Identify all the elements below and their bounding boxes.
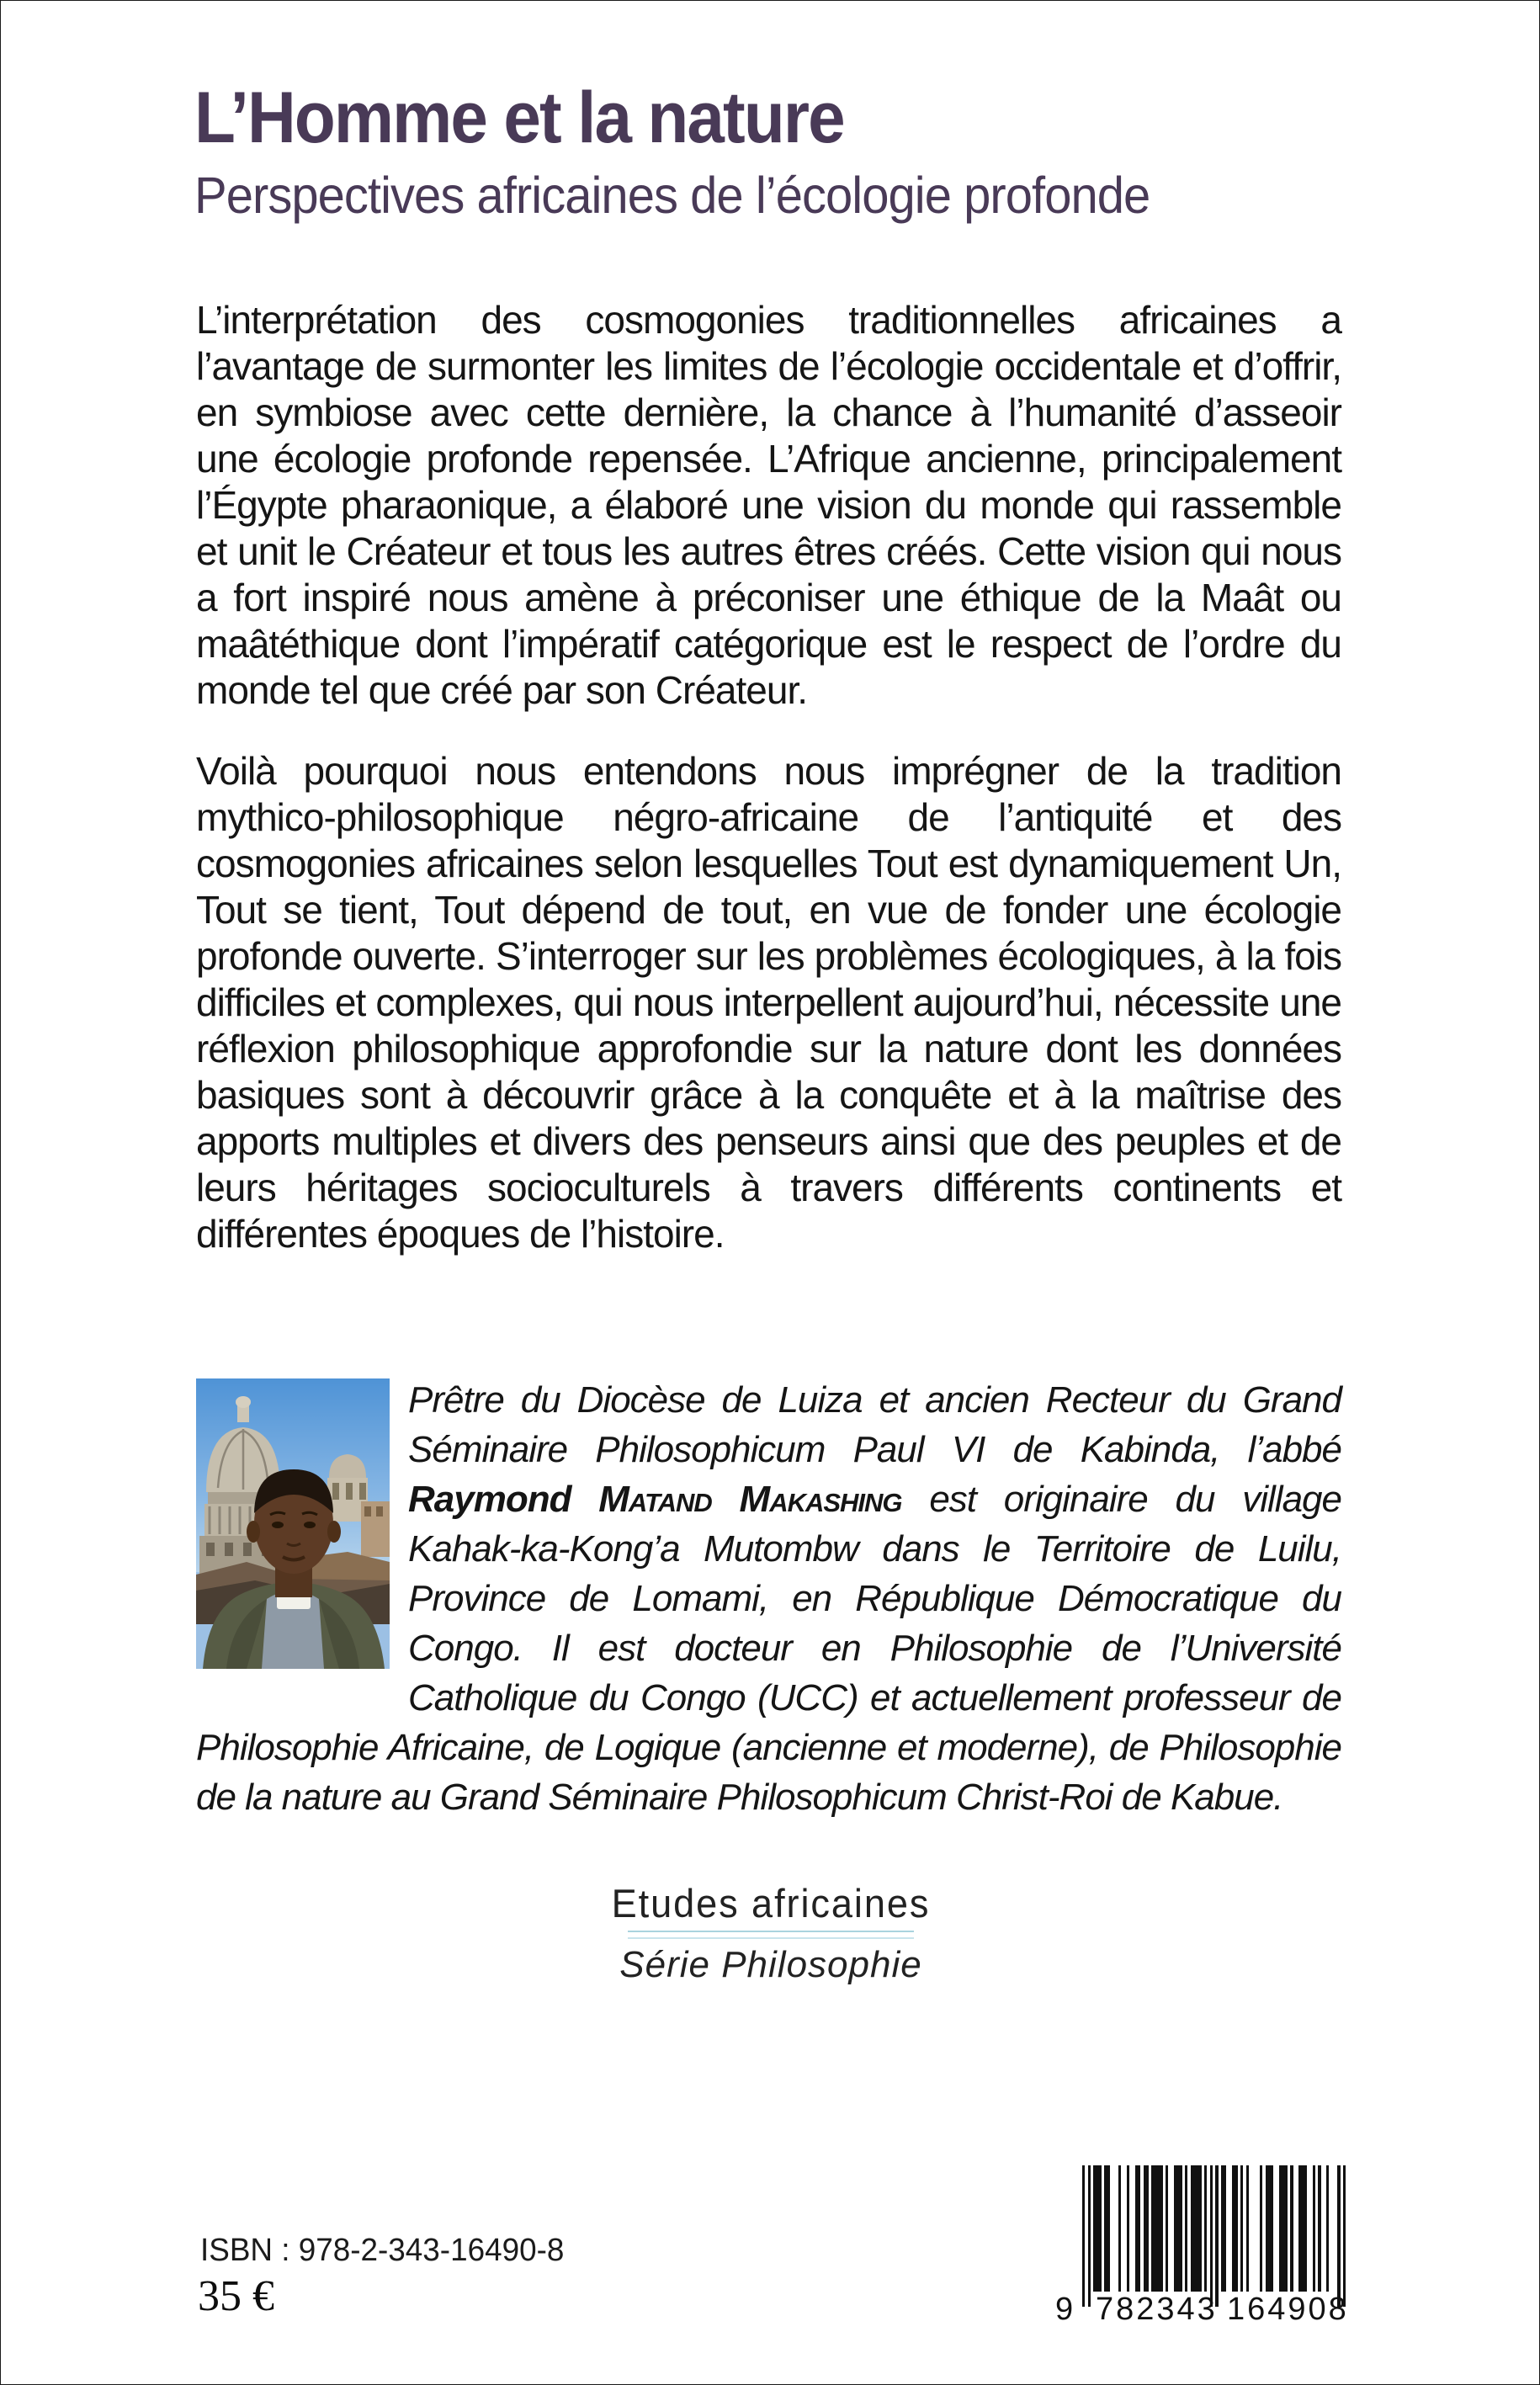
book-title: L’Homme et la nature: [194, 77, 844, 158]
ean13-barcode: [1055, 2165, 1349, 2346]
author-bio: [196, 1375, 1341, 1822]
collection-block: [1, 1883, 1540, 1984]
series-title: Série Philosophie: [619, 1944, 922, 1985]
barcode-bars: [1082, 2165, 1348, 2307]
book-subtitle: Perspectives africaines de l’écologie profonde: [194, 167, 1150, 224]
price-label: 35 €: [198, 2272, 274, 2320]
barcode-first-digit: 9: [1055, 2292, 1076, 2327]
barcode-left-digits: 782343: [1096, 2292, 1218, 2327]
barcode-right-digits: 164908: [1227, 2292, 1349, 2327]
isbn-label: ISBN : 978-2-343-16490-8: [200, 2233, 565, 2268]
author-last-name: Matand Makashing: [598, 1479, 902, 1520]
bio-text-lead: Prêtre du Diocèse de Luiza et ancien Recteur du Grand Séminaire Philosophicum Paul VI de Kabinda, l’abbé: [408, 1379, 1341, 1470]
bio-text-rest: est originaire du village Kahak-ka-Kong’a Mutombw dans le Territoire de Luilu, Province de Lomami, en République Démocratique du Congo. Il est docteur en Philosophie de l’Université Catholique du Congo (UCC) et actuellement professeur de Philosophie Africaine, de Logique (ancienne et moderne), de Philosophie de la nature au Grand Séminaire Philosophicum Christ-Roi de Kabue.: [196, 1479, 1341, 1818]
blurb-paragraph-2: Voilà pourquoi nous entendons nous imprégner de la tradition mythico-philosophique négro-africaine de l’antiquité et des cosmogonies africaines selon lesquelles Tout est dynamiquement Un, Tout se tient, Tout dépend de tout, en vue de fonder une écologie profonde ouverte. S’interroger sur les problèmes écologiques, à la fois difficiles et complexes, qui nous interpellent aujourd’hui, nécessite une réflexion philosophique approfondie sur la nature dont les données basiques sont à découvrir grâce à la conquête et à la maîtrise des apports multiples et divers des penseurs ainsi que des peuples et de leurs héritages socioculturels à travers différents continents et différentes époques de l’histoire.: [196, 749, 1341, 1256]
author-photo: [196, 1378, 390, 1669]
collection-title: Etudes africaines: [611, 1881, 931, 1926]
author-first-name: Raymond: [408, 1479, 599, 1520]
collection-divider: [628, 1931, 914, 1939]
blurb-paragraph-1: L’interprétation des cosmogonies traditionnelles africaines a l’avantage de surmonter les limites de l’écologie occidentale et d’offrir, en symbiose avec cette dernière, la chance à l’humanité d’asseoir une écologie profonde repensée. L’Afrique ancienne, principalement l’Égypte pharaonique, a élaboré une vision du monde qui rassemble et unit le Créateur et tous les autres êtres créés. Cette vision qui nous a fort inspiré nous amène à préconiser une éthique de la Maât ou maâtéthique dont l’impératif catégorique est le respect de l’ordre du monde tel que créé par son Créateur.: [196, 298, 1341, 712]
